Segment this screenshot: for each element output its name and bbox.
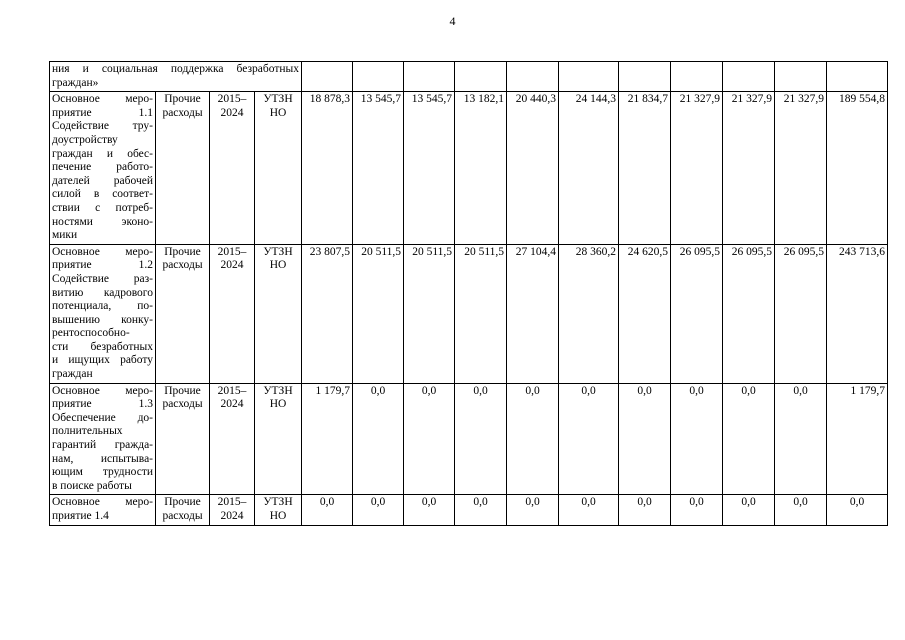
year-value-cell: 0,0 xyxy=(455,495,507,525)
total-value-cell: 1 179,7 xyxy=(827,383,888,495)
year-value-cell: 1 179,7 xyxy=(302,383,353,495)
text-line: ностями эконо- xyxy=(52,215,153,228)
executor-cell xyxy=(255,244,302,383)
text-line: вышению конку- xyxy=(52,313,153,326)
text-line: приятие 1.2 xyxy=(52,259,153,272)
expense-type-cell xyxy=(156,244,210,383)
text-line: нам, испытыва- xyxy=(52,452,153,465)
text-line: приятие 1.3 xyxy=(52,398,153,411)
text-line: граждан xyxy=(52,368,93,381)
text-line: ющим трудности xyxy=(52,466,153,479)
year-value-cell: 0,0 xyxy=(723,383,775,495)
year-value-cell: 0,0 xyxy=(619,495,671,525)
text-line: печение работо- xyxy=(52,161,153,174)
empty-value-cell xyxy=(404,62,455,92)
table-row xyxy=(50,495,888,525)
text-line: УТЗН xyxy=(263,245,293,258)
budget-table xyxy=(49,61,888,526)
executor-cell xyxy=(255,383,302,495)
year-value-cell: 0,0 xyxy=(559,383,619,495)
period-cell xyxy=(210,383,255,495)
text-line: Прочие xyxy=(164,384,201,397)
executor-cell xyxy=(255,495,302,525)
year-value-cell: 20 511,5 xyxy=(353,244,404,383)
text-line: Прочие xyxy=(164,496,201,509)
text-line: 2015– xyxy=(217,496,247,509)
year-value-cell: 26 095,5 xyxy=(775,244,827,383)
text-line: Обеспечение до- xyxy=(52,411,153,424)
year-value-cell: 28 360,2 xyxy=(559,244,619,383)
text-line: приятие 1.1 xyxy=(52,106,153,119)
text-line: НО xyxy=(269,510,287,522)
text-line: приятие 1.4 xyxy=(52,510,109,522)
year-value-cell: 0,0 xyxy=(775,383,827,495)
text-line: расходы xyxy=(162,398,203,411)
expense-type-cell xyxy=(156,92,210,245)
year-value-cell: 0,0 xyxy=(671,383,723,495)
text-line: силой в соответ- xyxy=(52,188,153,201)
year-value-cell: 21 834,7 xyxy=(619,92,671,245)
text-line: расходы xyxy=(162,106,203,119)
year-value-cell: 0,0 xyxy=(671,495,723,525)
empty-value-cell xyxy=(455,62,507,92)
activity-name-cell xyxy=(50,62,302,92)
empty-value-cell xyxy=(302,62,353,92)
text-line: рентоспособно- xyxy=(52,327,130,340)
text-line: Прочие xyxy=(164,93,201,106)
text-line: расходы xyxy=(162,259,203,272)
year-value-cell: 23 807,5 xyxy=(302,244,353,383)
text-line: Основное меро- xyxy=(52,496,153,509)
text-line: граждан» xyxy=(52,76,99,89)
total-value-cell: 243 713,6 xyxy=(827,244,888,383)
text-line: НО xyxy=(269,398,287,411)
year-value-cell: 0,0 xyxy=(507,383,559,495)
text-line: 2015– xyxy=(217,384,247,397)
empty-value-cell xyxy=(353,62,404,92)
empty-value-cell xyxy=(775,62,827,92)
year-value-cell: 13 545,7 xyxy=(353,92,404,245)
year-value-cell: 0,0 xyxy=(619,383,671,495)
year-value-cell: 0,0 xyxy=(302,495,353,525)
text-line: 2024 xyxy=(220,259,244,272)
text-line: УТЗН xyxy=(263,496,293,509)
year-value-cell: 24 620,5 xyxy=(619,244,671,383)
table-row xyxy=(50,92,888,245)
empty-value-cell xyxy=(507,62,559,92)
year-value-cell: 0,0 xyxy=(723,495,775,525)
year-value-cell: 21 327,9 xyxy=(775,92,827,245)
text-line: доустройству xyxy=(52,133,118,146)
year-value-cell: 0,0 xyxy=(559,495,619,525)
text-line: 2015– xyxy=(217,245,247,258)
page-number: 4 xyxy=(449,14,456,28)
year-value-cell: 21 327,9 xyxy=(671,92,723,245)
text-line: 2015– xyxy=(217,93,247,106)
year-value-cell: 21 327,9 xyxy=(723,92,775,245)
year-value-cell: 13 545,7 xyxy=(404,92,455,245)
empty-value-cell xyxy=(619,62,671,92)
activity-name-cell xyxy=(50,244,156,383)
text-line: Основное меро- xyxy=(52,384,153,397)
activity-name-cell xyxy=(50,495,156,525)
year-value-cell: 0,0 xyxy=(404,383,455,495)
text-line: Основное меро- xyxy=(52,245,153,258)
text-line: потенциала, по- xyxy=(52,300,153,313)
text-line: Содействие тру- xyxy=(52,120,153,133)
year-value-cell: 13 182,1 xyxy=(455,92,507,245)
text-line: Содействие раз- xyxy=(52,272,153,285)
text-line: НО xyxy=(269,106,287,119)
activity-name-cell xyxy=(50,383,156,495)
year-value-cell: 24 144,3 xyxy=(559,92,619,245)
year-value-cell: 0,0 xyxy=(507,495,559,525)
year-value-cell: 0,0 xyxy=(353,383,404,495)
empty-value-cell xyxy=(827,62,888,92)
text-line: НО xyxy=(269,259,287,272)
year-value-cell: 0,0 xyxy=(775,495,827,525)
text-line: в поиске работы xyxy=(52,479,132,492)
text-line: гарантий гражда- xyxy=(52,439,153,452)
text-line: Прочие xyxy=(164,245,201,258)
text-line: 2024 xyxy=(220,510,244,522)
year-value-cell: 20 511,5 xyxy=(455,244,507,383)
total-value-cell: 189 554,8 xyxy=(827,92,888,245)
year-value-cell: 0,0 xyxy=(404,495,455,525)
period-cell xyxy=(210,244,255,383)
expense-type-cell xyxy=(156,495,210,525)
total-value-cell: 0,0 xyxy=(827,495,888,525)
period-cell xyxy=(210,92,255,245)
period-cell xyxy=(210,495,255,525)
year-value-cell: 26 095,5 xyxy=(671,244,723,383)
year-value-cell: 20 511,5 xyxy=(404,244,455,383)
year-value-cell: 0,0 xyxy=(455,383,507,495)
text-line: ния и социальная поддержка безработных xyxy=(52,63,300,75)
year-value-cell: 0,0 xyxy=(353,495,404,525)
text-line: витию кадрового xyxy=(52,286,153,299)
table-row xyxy=(50,383,888,495)
text-line: 2024 xyxy=(220,106,244,119)
text-line: мики xyxy=(52,229,78,242)
year-value-cell: 20 440,3 xyxy=(507,92,559,245)
text-line: расходы xyxy=(162,510,203,522)
expense-type-cell xyxy=(156,383,210,495)
text-line: 2024 xyxy=(220,398,244,411)
empty-value-cell xyxy=(671,62,723,92)
text-line: сти безработных xyxy=(52,340,153,353)
empty-value-cell xyxy=(723,62,775,92)
table-row xyxy=(50,244,888,383)
text-line: Основное меро- xyxy=(52,93,153,106)
year-value-cell: 18 878,3 xyxy=(302,92,353,245)
text-line: полнительных xyxy=(52,425,123,438)
text-line: УТЗН xyxy=(263,93,293,106)
text-line: и ищущих работу xyxy=(52,354,153,367)
empty-value-cell xyxy=(559,62,619,92)
text-line: граждан и обес- xyxy=(52,147,153,160)
activity-name-cell xyxy=(50,92,156,245)
text-line: дателей рабочей xyxy=(52,174,153,187)
text-line: УТЗН xyxy=(263,384,293,397)
text-line: ствии с потреб- xyxy=(52,201,153,214)
year-value-cell: 26 095,5 xyxy=(723,244,775,383)
table-row-continued xyxy=(50,62,888,92)
year-value-cell: 27 104,4 xyxy=(507,244,559,383)
executor-cell xyxy=(255,92,302,245)
